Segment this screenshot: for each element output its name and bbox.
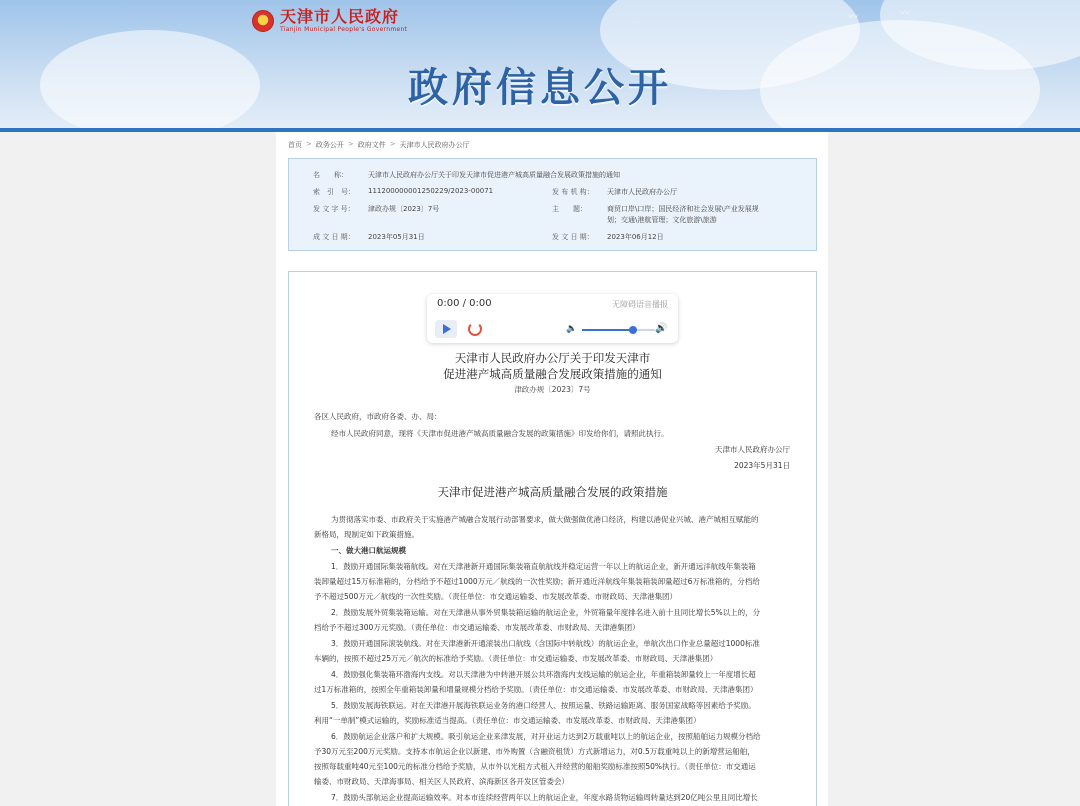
national-emblem-icon bbox=[252, 10, 274, 32]
breadcrumb-gov-affairs[interactable]: 政务公开 bbox=[315, 141, 344, 149]
site-name: 天津市人民政府 bbox=[280, 7, 400, 26]
measures-line: 利用“一单制”模式运输的，奖励标准适当提高。（责任单位：市交通运输委、市发展改革委、市财政局、天津港集团） bbox=[314, 716, 701, 725]
measures-line: 予不超过500万元／航线的一次性奖励。（责任单位：市交通运输委、市发展改革委、市财政局、天津港集团） bbox=[314, 592, 678, 601]
measures-line: 为贯彻落实市委、市政府关于实施港产城融合发展行动部署要求，做大做强做优港口经济，构建以港促业兴城、港产城相互赋能的 bbox=[331, 515, 759, 524]
measures-line: 按照每载重吨40元至100元的标准分档给予奖励，从市外以光租方式租入并经营的船舶奖励标准按照50%执行。（责任单位：市交通运 bbox=[314, 762, 756, 771]
measures-line: 4．鼓励强化集装箱环渤海内支线。对以天津港为中转港开展公共环渤海内支线运输的航运企业，年重箱装卸量较上一年度增长超 bbox=[331, 670, 756, 679]
doc-number: 津政办规〔2023〕7号 bbox=[514, 385, 591, 394]
signature-date: 2023年5月31日 bbox=[734, 461, 790, 470]
meta-publish-value: 2023年06月12日 bbox=[607, 233, 664, 241]
volume-high-icon[interactable]: 🔊 bbox=[655, 323, 668, 334]
doc-title-line: 促进港产城高质量融合发展政策措施的通知 bbox=[443, 367, 662, 381]
volume-knob[interactable] bbox=[629, 326, 637, 334]
bird-icon: 〰 bbox=[900, 8, 910, 19]
breadcrumb-separator: > bbox=[347, 140, 354, 148]
meta-index-label: 索 引 号： bbox=[313, 188, 355, 196]
bird-icon: 〰 bbox=[848, 12, 858, 23]
measures-line: 1．鼓励开通国际集装箱航线。对在天津港新开通国际集装箱直航航线并稳定运营一年以上的航运企业，新开通远洋航线年集装箱 bbox=[331, 562, 756, 571]
measures-line: 过1万标准箱的，按照全年重箱装卸量和增量规模分档给予奖励。（责任单位：市交通运输委、市发展改革委、市财政局、天津港集团） bbox=[314, 685, 758, 694]
measures-title: 天津市促进港产城高质量融合发展的政策措施 bbox=[437, 485, 668, 499]
measures-line: 档给予不超过300万元奖励。（责任单位：市交通运输委、市发展改革委、市财政局、天津港集团） bbox=[314, 623, 640, 632]
measures-line: 2．鼓励发展外贸集装箱运输。对在天津港从事外贸集装箱运输的航运企业，外贸箱量年度排名进入前十且同比增长5%以上的，分 bbox=[331, 608, 761, 617]
meta-docno-label: 发 文 字 号： bbox=[313, 205, 355, 213]
doc-title-line: 天津市人民政府办公厅关于印发天津市 bbox=[454, 351, 651, 365]
signature: 天津市人民政府办公厅 bbox=[715, 445, 790, 454]
measures-line: 予30万元至200万元奖励。支持本市航运企业以新建、市外购置（含融资租赁）方式新增运力，对0.5万载重吨以上的新增营运船舶， bbox=[314, 747, 755, 756]
audio-player bbox=[427, 294, 678, 343]
site-logo[interactable] bbox=[252, 8, 407, 33]
audio-time: 0:00 / 0:00 bbox=[437, 298, 492, 309]
measures-line: 车辆的，按照不超过25万元／航次的标准给予奖励。（责任单位：市交通运输委、市发展改革委、市财政局、天津港集团） bbox=[314, 654, 718, 663]
site-name-en: Tianjin Municipal People's Government bbox=[280, 26, 408, 33]
measures-line: 5．鼓励发展海铁联运。对在天津港开展海铁联运业务的港口经营人、按照运量、铁路运输距离、服务国家战略等因素给予奖励。 bbox=[331, 701, 756, 710]
meta-issuer-value: 天津市人民政府办公厅 bbox=[607, 188, 677, 196]
volume-low-icon[interactable]: 🔈 bbox=[566, 324, 578, 334]
meta-name-label: 名 称： bbox=[313, 171, 348, 179]
measures-line: 7．鼓励头部航运企业提高运输效率。对本市连续经营两年以上的航运企业，年度水路货物运输周转量达到20亿吨公里且同比增长 bbox=[331, 793, 758, 802]
meta-name-value: 天津市人民政府办公厅关于印发天津市促进港产城高质量融合发展政策措施的通知 bbox=[368, 171, 620, 179]
meta-docno-value: 津政办规〔2023〕7号 bbox=[368, 205, 440, 213]
breadcrumb bbox=[288, 140, 470, 150]
document-metadata bbox=[288, 158, 817, 251]
measures-line: 输委、市财政局、天津海事局、相关区人民政府、滨海新区各开发区管委会） bbox=[314, 777, 569, 786]
volume-fill bbox=[582, 329, 633, 331]
meta-publish-label: 发 文 日 期： bbox=[552, 233, 594, 241]
play-button[interactable] bbox=[435, 320, 457, 338]
meta-written-label: 成 文 日 期： bbox=[313, 233, 355, 241]
meta-issuer-label: 发 布 机 构： bbox=[552, 188, 594, 196]
measures-line: 新格局，现制定如下政策措施。 bbox=[314, 530, 419, 539]
meta-index-value: 111200000001250229/2023-00071 bbox=[368, 187, 494, 195]
measures-line: 3．鼓励开通国际滚装航线。对在天津港新开通滚装出口航线（含国际中转航线）的航运企业，单航次出口作业总量超过1000标准 bbox=[331, 639, 760, 648]
header-banner bbox=[0, 0, 1080, 132]
measures-line: 6．鼓励航运企业落户和扩大规模。吸引航运企业来津发展，对开业运力达到2万载重吨以上的航运企业，按照船舶运力规模分档给 bbox=[331, 732, 761, 741]
meta-topic-label: 主 题： bbox=[552, 205, 587, 213]
breadcrumb-separator: > bbox=[306, 140, 312, 148]
breadcrumb-separator: > bbox=[389, 140, 396, 148]
loop-icon[interactable] bbox=[468, 322, 482, 336]
salutation: 各区人民政府，市政府各委、办、局： bbox=[314, 412, 442, 421]
measures-line: 装卸量超过15万标准箱的，分档给予不超过1000万元／航线的一次性奖励；新开通近洋航线年集装箱装卸量超过6万标准箱的，分档给 bbox=[314, 577, 760, 586]
meta-topic-value: 划；交通\港航管理；文化旅游\旅游 bbox=[607, 216, 717, 224]
meta-written-value: 2023年05月31日 bbox=[368, 233, 425, 241]
breadcrumb-home[interactable]: 首页 bbox=[288, 141, 302, 149]
meta-topic-value: 商贸口岸\口岸；国民经济和社会发展\产业发展规 bbox=[607, 205, 759, 213]
breadcrumb-gov-docs[interactable]: 政府文件 bbox=[357, 141, 386, 149]
volume-slider[interactable] bbox=[582, 329, 655, 331]
accessibility-audio-label[interactable]: 无障碍语音播报 bbox=[612, 300, 668, 309]
body-paragraph: 经市人民政府同意，现将《天津市促进港产城高质量融合发展的政策措施》印发给你们，请照此执行。 bbox=[331, 429, 669, 438]
page-title: 政府信息公开 bbox=[408, 65, 672, 111]
breadcrumb-office[interactable]: 天津市人民政府办公厅 bbox=[399, 141, 470, 149]
section-heading: 一、做大港口航运规模 bbox=[331, 546, 406, 555]
